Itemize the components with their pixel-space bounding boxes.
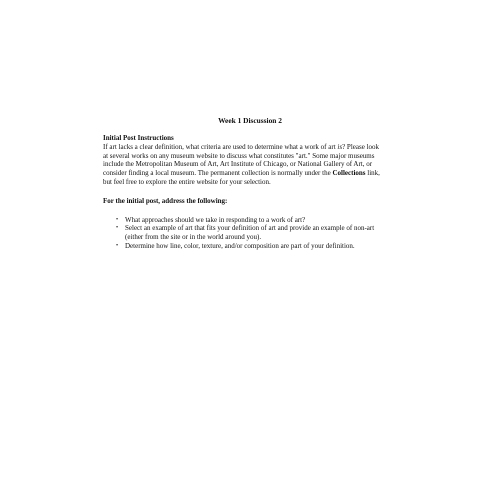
bullet-icon: • bbox=[116, 216, 119, 223]
bullet-icon: • bbox=[116, 242, 119, 249]
bullet-text: Determine how line, color, texture, and/or composition are part of your definition. bbox=[125, 241, 355, 250]
intro-paragraph bbox=[103, 143, 381, 187]
bullet-list bbox=[103, 216, 381, 251]
instructions-subheading: For the initial post, address the following: bbox=[103, 196, 228, 205]
intro-emphasis: is bbox=[337, 142, 343, 151]
bullet-text: Select an example of art that fits your definition of art and provide an example of non-art (either from the site or in the world around you). bbox=[125, 224, 375, 242]
document-title: Week 1 Discussion 2 bbox=[218, 116, 282, 125]
intro-text-1: If art lacks a clear definition, what criteria are used to determine what a work of art bbox=[103, 142, 338, 151]
intro-text-2: ? Please look at several works on any museum website to discuss what constitutes "art." Some major museums include the Metropolitan Museum of Art, Art Institute of Chicago, or National Gallery of Art, or consider finding a local museum. The permanent collection is normally under the bbox=[103, 142, 380, 178]
document-body bbox=[103, 134, 381, 251]
bullet-item-approaches bbox=[103, 216, 381, 225]
section-heading: Initial Post Instructions bbox=[103, 134, 174, 142]
bullet-item-example bbox=[103, 224, 381, 242]
intro-text-3: link, but feel free to explore the entire website for your selection. bbox=[103, 169, 380, 186]
bullet-icon: • bbox=[116, 225, 119, 232]
bullet-item-elements bbox=[103, 242, 381, 251]
bullet-text: What approaches should we take in responding to a work of art? bbox=[125, 215, 306, 224]
collections-link-text: Collections bbox=[332, 169, 366, 178]
